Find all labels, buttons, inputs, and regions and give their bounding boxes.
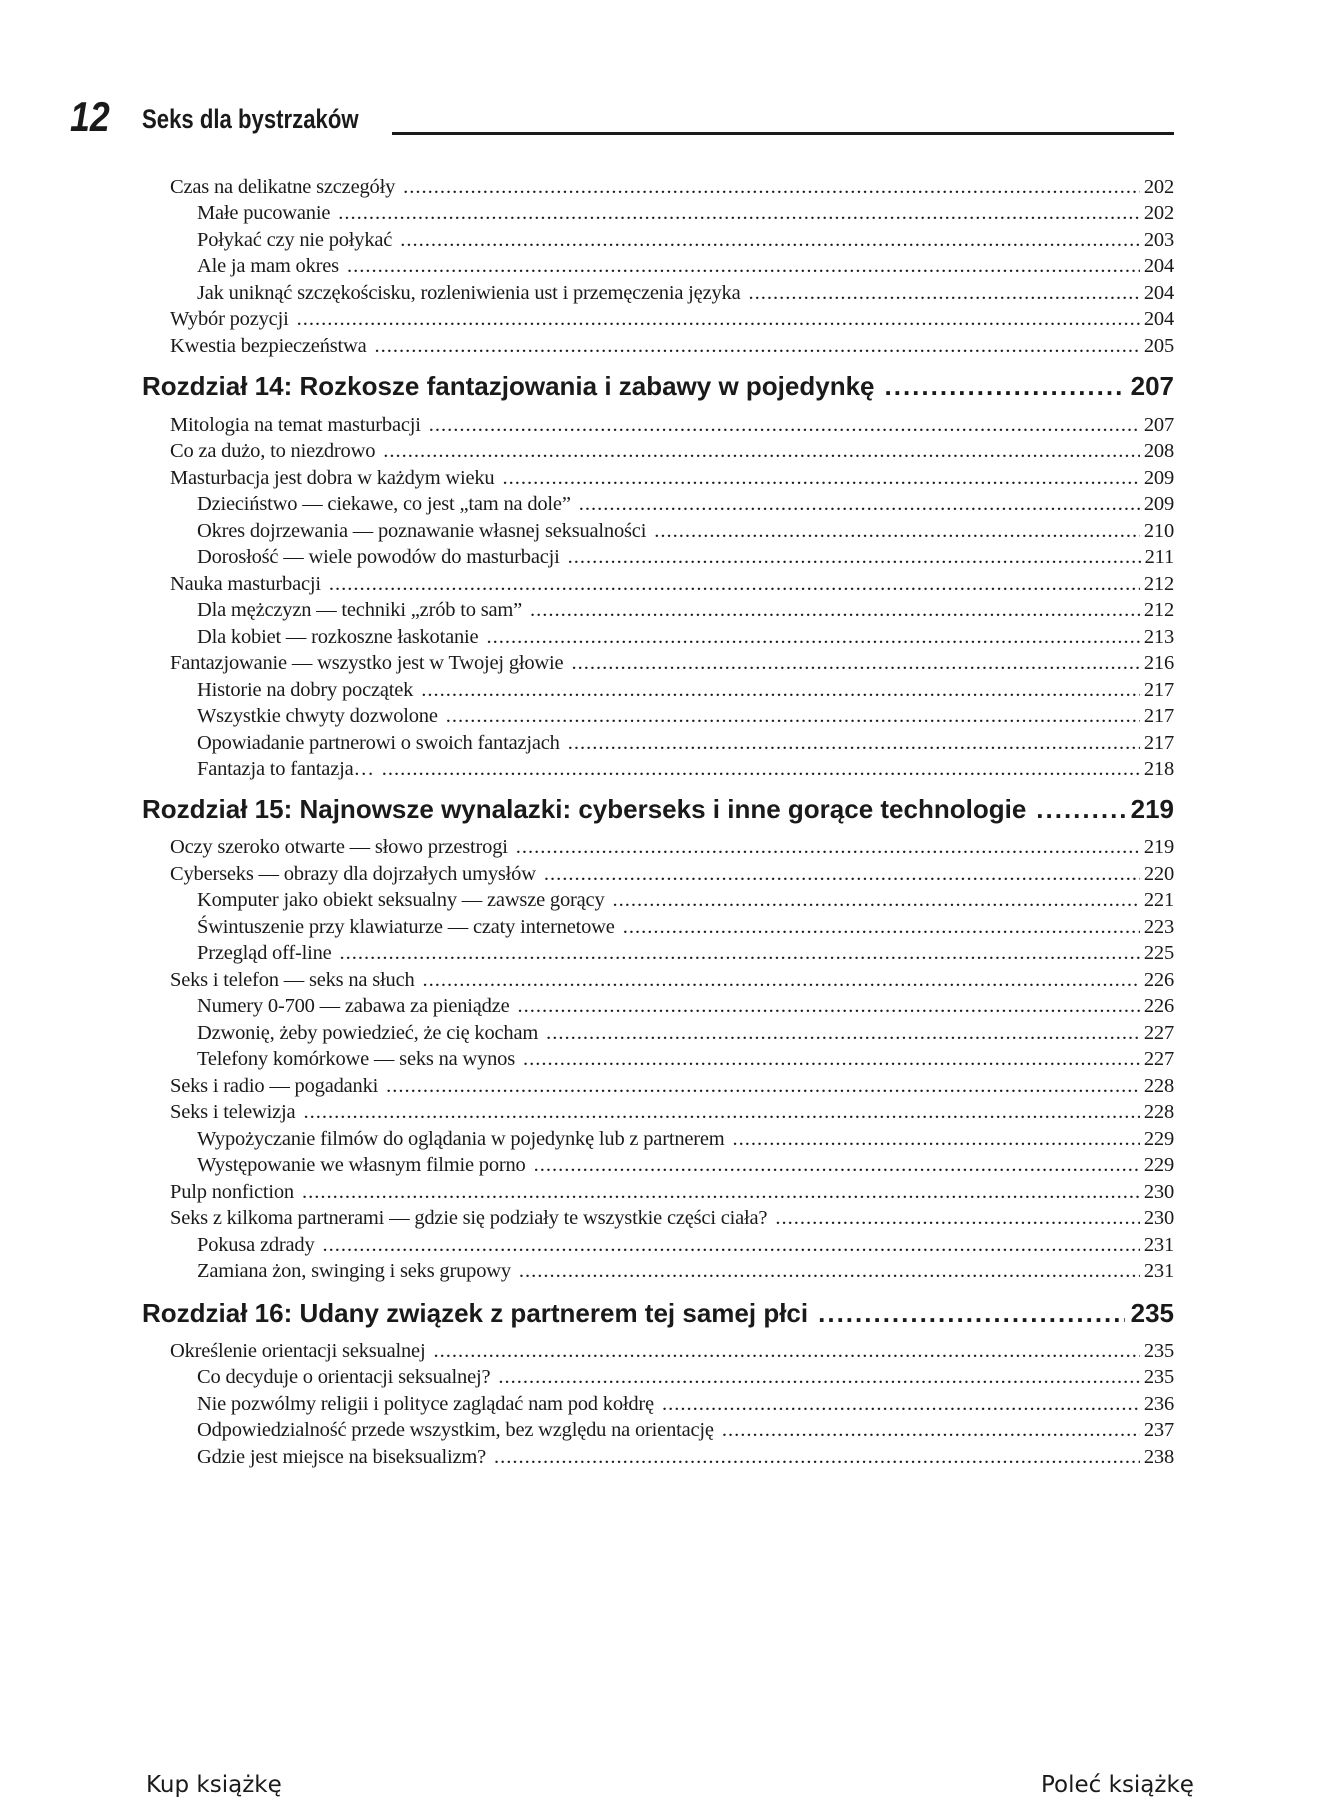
dot-leader <box>579 489 1140 519</box>
dot-leader <box>375 331 1140 361</box>
dot-leader <box>571 648 1139 678</box>
entry-page-number: 227 <box>1143 1022 1174 1044</box>
entry-page-number: 203 <box>1143 229 1174 251</box>
entry-page-number: 229 <box>1143 1154 1174 1176</box>
toc-entry <box>170 1203 1174 1233</box>
entry-title: Gdzie jest miejsce na biseksualizm? <box>197 1446 487 1468</box>
entry-title: Dzwonię, żeby powiedzieć, że cię kocham <box>197 1022 539 1044</box>
entry-title: Co za dużo, to niezdrowo <box>170 440 376 462</box>
entry-page-number: 218 <box>1143 758 1174 780</box>
entry-page-number: 235 <box>1143 1340 1174 1362</box>
toc-entry <box>197 991 1174 1021</box>
dot-leader <box>775 1203 1140 1233</box>
entry-page-number: 217 <box>1143 732 1174 754</box>
toc-entry <box>197 1150 1174 1180</box>
chapter-title: Rozdział 14: Rozkosze fantazjowania i zabawy w pojedynkę <box>142 371 875 401</box>
toc-entry <box>170 1097 1174 1127</box>
recommend-book-link[interactable]: Poleć książkę <box>1041 1772 1194 1798</box>
entry-title: Jak uniknąć szczękościsku, rozleniwienia ust i przemęczenia języka <box>197 282 741 304</box>
toc-entry <box>197 938 1174 968</box>
toc-entry <box>197 754 1174 784</box>
dot-leader <box>530 595 1140 625</box>
toc-entry <box>197 1442 1174 1472</box>
entry-title: Fantazjowanie — wszystko jest w Twojej głowie <box>170 652 564 674</box>
toc-entry <box>197 1415 1174 1445</box>
page-number: 12 <box>70 93 110 140</box>
dot-leader <box>534 1150 1140 1180</box>
dot-leader <box>446 701 1140 731</box>
dot-leader <box>303 1097 1139 1127</box>
toc-entry <box>170 832 1174 862</box>
chapter-page-number: 207 <box>1130 371 1174 401</box>
toc-chapter-heading <box>142 791 1174 827</box>
entry-page-number: 228 <box>1143 1101 1174 1123</box>
toc-entry <box>197 1256 1174 1286</box>
entry-title: Cyberseks — obrazy dla dojrzałych umysłów <box>170 863 536 885</box>
entry-title: Co decyduje o orientacji seksualnej? <box>197 1366 491 1388</box>
entry-title: Zamiana żon, swinging i seks grupowy <box>197 1260 511 1282</box>
entry-title: Masturbacja jest dobra w każdym wieku <box>170 467 495 489</box>
entry-page-number: 230 <box>1143 1207 1174 1229</box>
dot-leader <box>568 542 1141 572</box>
entry-title: Wszystkie chwyty dozwolone <box>197 705 438 727</box>
chapter-page-number: 219 <box>1130 794 1174 824</box>
toc-entry <box>170 331 1174 361</box>
toc-entry <box>197 701 1174 731</box>
entry-page-number: 202 <box>1143 176 1174 198</box>
chapter-page-number: 235 <box>1130 1298 1174 1328</box>
toc-entry <box>197 885 1174 915</box>
entry-page-number: 204 <box>1143 255 1174 277</box>
entry-title: Wybór pozycji <box>170 308 289 330</box>
toc-entry <box>197 489 1174 519</box>
running-title: Seks dla bystrzaków <box>142 104 359 134</box>
entry-title: Seks z kilkoma partnerami — gdzie się podziały te wszystkie części ciała? <box>170 1207 768 1229</box>
entry-page-number: 213 <box>1143 626 1174 648</box>
dot-leader <box>885 368 1125 404</box>
entry-page-number: 231 <box>1143 1234 1174 1256</box>
entry-page-number: 208 <box>1143 440 1174 462</box>
entry-title: Seks i radio — pogadanki <box>170 1075 379 1097</box>
toc-entry <box>170 304 1174 334</box>
entry-title: Numery 0-700 — zabawa za pieniądze <box>197 995 510 1017</box>
dot-leader <box>347 251 1140 281</box>
entry-page-number: 226 <box>1143 969 1174 991</box>
entry-page-number: 209 <box>1143 467 1174 489</box>
toc-entry <box>197 595 1174 625</box>
entry-page-number: 221 <box>1143 889 1174 911</box>
page-header <box>70 92 1174 142</box>
entry-title: Dla mężczyzn — techniki „zrób to sam” <box>197 599 523 621</box>
entry-page-number: 220 <box>1143 863 1174 885</box>
entry-page-number: 210 <box>1143 520 1174 542</box>
entry-title: Seks i telewizja <box>170 1101 296 1123</box>
entry-page-number: 226 <box>1143 995 1174 1017</box>
entry-page-number: 225 <box>1143 942 1174 964</box>
chapter-title: Rozdział 15: Najnowsze wynalazki: cyberseks i inne gorące technologie <box>142 794 1027 824</box>
entry-page-number: 202 <box>1143 202 1174 224</box>
dot-leader <box>722 1415 1140 1445</box>
dot-leader <box>1036 791 1124 827</box>
entry-page-number: 223 <box>1143 916 1174 938</box>
entry-title: Historie na dobry początek <box>197 679 414 701</box>
entry-title: Pokusa zdrady <box>197 1234 315 1256</box>
entry-page-number: 212 <box>1143 599 1174 621</box>
entry-title: Opowiadanie partnerowi o swoich fantazjach <box>197 732 560 754</box>
entry-page-number: 238 <box>1143 1446 1174 1468</box>
chapter-title: Rozdział 16: Udany związek z partnerem tej samej płci <box>142 1298 809 1328</box>
entry-page-number: 204 <box>1143 282 1174 304</box>
toc-chapter-heading <box>142 1295 1174 1331</box>
dot-leader <box>498 1362 1139 1392</box>
entry-page-number: 231 <box>1143 1260 1174 1282</box>
toc-entry <box>197 251 1174 281</box>
entry-page-number: 211 <box>1144 546 1174 568</box>
toc-entry <box>197 542 1174 572</box>
entry-title: Ale ja mam okres <box>197 255 339 277</box>
dot-leader <box>494 1442 1140 1472</box>
toc-entry <box>170 648 1174 678</box>
dot-leader <box>340 938 1140 968</box>
entry-title: Świntuszenie przy klawiaturze — czaty internetowe <box>197 916 615 938</box>
entry-title: Pulp nonfiction <box>170 1181 294 1203</box>
entry-title: Występowanie we własnym filmie porno <box>197 1154 526 1176</box>
entry-title: Nauka masturbacji <box>170 573 321 595</box>
dot-leader <box>613 885 1140 915</box>
entry-title: Kwestia bezpieczeństwa <box>170 335 367 357</box>
entry-title: Odpowiedzialność przede wszystkim, bez względu na orientację <box>197 1419 714 1441</box>
entry-title: Określenie orientacji seksualnej <box>170 1340 426 1362</box>
entry-title: Nie pozwólmy religii i polityce zaglądać nam pod kołdrę <box>197 1393 654 1415</box>
entry-page-number: 227 <box>1143 1048 1174 1070</box>
entry-title: Wypożyczanie filmów do oglądania w pojedynkę lub z partnerem <box>197 1128 725 1150</box>
entry-page-number: 217 <box>1143 679 1174 701</box>
dot-leader <box>383 436 1140 466</box>
entry-title: Oczy szeroko otwarte — słowo przestrogi <box>170 836 508 858</box>
dot-leader <box>518 991 1140 1021</box>
entry-page-number: 209 <box>1143 493 1174 515</box>
entry-title: Przegląd off-line <box>197 942 332 964</box>
entry-page-number: 229 <box>1143 1128 1174 1150</box>
entry-title: Dla kobiet — rozkoszne łaskotanie <box>197 626 479 648</box>
dot-leader <box>516 832 1140 862</box>
entry-title: Połykać czy nie połykać <box>197 229 393 251</box>
toc-entry <box>197 198 1174 228</box>
entry-page-number: 205 <box>1143 335 1174 357</box>
header-rule <box>392 132 1174 135</box>
toc-entry <box>197 1044 1174 1074</box>
toc-entry <box>197 1362 1174 1392</box>
entry-title: Czas na delikatne szczegóły <box>170 176 396 198</box>
entry-page-number: 204 <box>1143 308 1174 330</box>
dot-leader <box>523 1044 1140 1074</box>
entry-title: Telefony komórkowe — seks na wynos <box>197 1048 515 1070</box>
dot-leader <box>297 304 1140 334</box>
entry-page-number: 212 <box>1143 573 1174 595</box>
entry-title: Mitologia na temat masturbacji <box>170 414 421 436</box>
entry-page-number: 230 <box>1143 1181 1174 1203</box>
dot-leader <box>818 1295 1124 1331</box>
dot-leader <box>382 754 1140 784</box>
entry-page-number: 216 <box>1143 652 1174 674</box>
entry-title: Dorosłość — wiele powodów do masturbacji <box>197 546 560 568</box>
entry-page-number: 237 <box>1143 1419 1174 1441</box>
entry-page-number: 217 <box>1143 705 1174 727</box>
entry-title: Fantazja to fantazja… <box>197 758 374 780</box>
toc-entry <box>170 436 1174 466</box>
entry-title: Seks i telefon — seks na słuch <box>170 969 415 991</box>
entry-page-number: 219 <box>1143 836 1174 858</box>
entry-title: Komputer jako obiekt seksualny — zawsze gorący <box>197 889 605 911</box>
toc-chapter-heading <box>142 368 1174 404</box>
entry-title: Okres dojrzewania — poznawanie własnej seksualności <box>197 520 647 542</box>
dot-leader <box>338 198 1140 228</box>
entry-page-number: 235 <box>1143 1366 1174 1388</box>
entry-page-number: 236 <box>1143 1393 1174 1415</box>
entry-page-number: 207 <box>1143 414 1174 436</box>
entry-title: Dzieciństwo — ciekawe, co jest „tam na dole” <box>197 493 571 515</box>
entry-title: Małe pucowanie <box>197 202 331 224</box>
buy-book-link[interactable]: Kup książkę <box>146 1772 282 1798</box>
dot-leader <box>519 1256 1140 1286</box>
entry-page-number: 228 <box>1143 1075 1174 1097</box>
